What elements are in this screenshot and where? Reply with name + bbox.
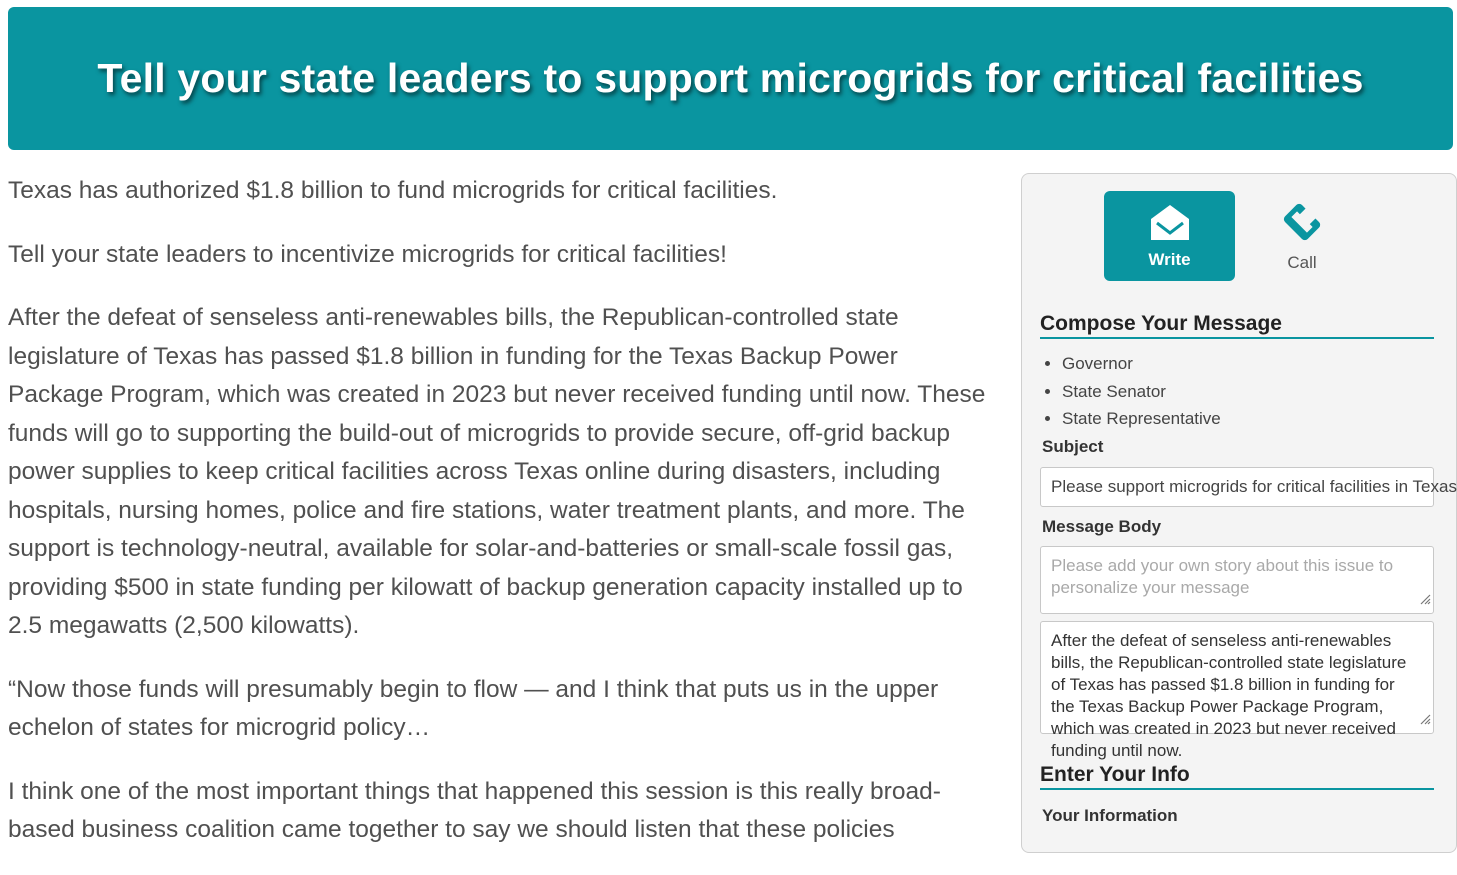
resize-grip-icon[interactable] bbox=[1419, 709, 1431, 731]
personal-story-textarea[interactable] bbox=[1040, 546, 1434, 614]
tab-write[interactable] bbox=[1104, 191, 1235, 281]
compose-heading: Compose Your Message bbox=[1040, 312, 1434, 339]
message-body-textarea[interactable] bbox=[1040, 621, 1434, 760]
article-body bbox=[8, 172, 993, 875]
page-banner bbox=[8, 7, 1453, 150]
tab-call-label: Call bbox=[1287, 252, 1317, 272]
resize-grip-icon[interactable] bbox=[1419, 589, 1431, 611]
phone-icon bbox=[1280, 200, 1324, 249]
subject-label: Subject bbox=[1042, 437, 1104, 456]
article-paragraph: Tell your state leaders to incentivize microgrids for critical facilities! bbox=[8, 240, 727, 268]
message-body-text: After the defeat of senseless anti-renewables bills, the Republican-controlled state legislature of Texas has passed $1.8 billion in funding for the Texas Backup Power Package Program, which was created in 2023 but never received funding until now. bbox=[1051, 631, 1407, 760]
your-information-label: Your Information bbox=[1042, 806, 1178, 825]
article-quote: “Now those funds will presumably begin to flow — and I think that puts us in the upper echelon of states for microgrid policy… bbox=[8, 675, 939, 741]
envelope-icon bbox=[1148, 203, 1192, 248]
action-panel bbox=[1021, 173, 1457, 853]
message-body-label: Message Body bbox=[1042, 517, 1162, 536]
article-paragraph: Texas has authorized $1.8 billion to fund microgrids for critical facilities. bbox=[8, 177, 778, 204]
tab-write-label: Write bbox=[1148, 249, 1191, 269]
tab-call[interactable] bbox=[1252, 191, 1352, 281]
article-paragraph: I think one of the most important things that happened this session is this really broad-based business coalition came together to say we should listen that these policies bbox=[8, 777, 941, 843]
article-paragraph: After the defeat of senseless anti-renewables bills, the Republican-controlled state legislature of Texas has passed $1.8 billion in funding for the Texas Backup Power Package Program, which was created in 2023 but never received funding until now. These funds will go to supporting the build-out of microgrids to provide secure, off-grid backup power supplies to keep critical facilities across Texas online during disasters, including hospitals, nursing homes, police and fire stations, water treatment plants, and more. The support is technology-neutral, available for solar-and-batteries or small-scale fossil gas, providing $500 in state funding per kilowatt of backup generation capacity installed up to 2.5 megawatts (2,500 kilowatts). bbox=[8, 304, 986, 639]
subject-input[interactable]: Please support microgrids for critical facilities in Texas bbox=[1040, 467, 1434, 507]
story-placeholder: Please add your own story about this issue to personalize your message bbox=[1051, 556, 1394, 597]
info-heading: Enter Your Info bbox=[1040, 763, 1434, 790]
recipient-list bbox=[1042, 350, 1221, 433]
recipient-item: • State Senator bbox=[1062, 378, 1221, 406]
page-title: Tell your state leaders to support microgrids for critical facilities bbox=[97, 55, 1364, 101]
recipient-item: • Governor bbox=[1062, 350, 1221, 378]
recipient-item: • State Representative bbox=[1062, 405, 1221, 433]
